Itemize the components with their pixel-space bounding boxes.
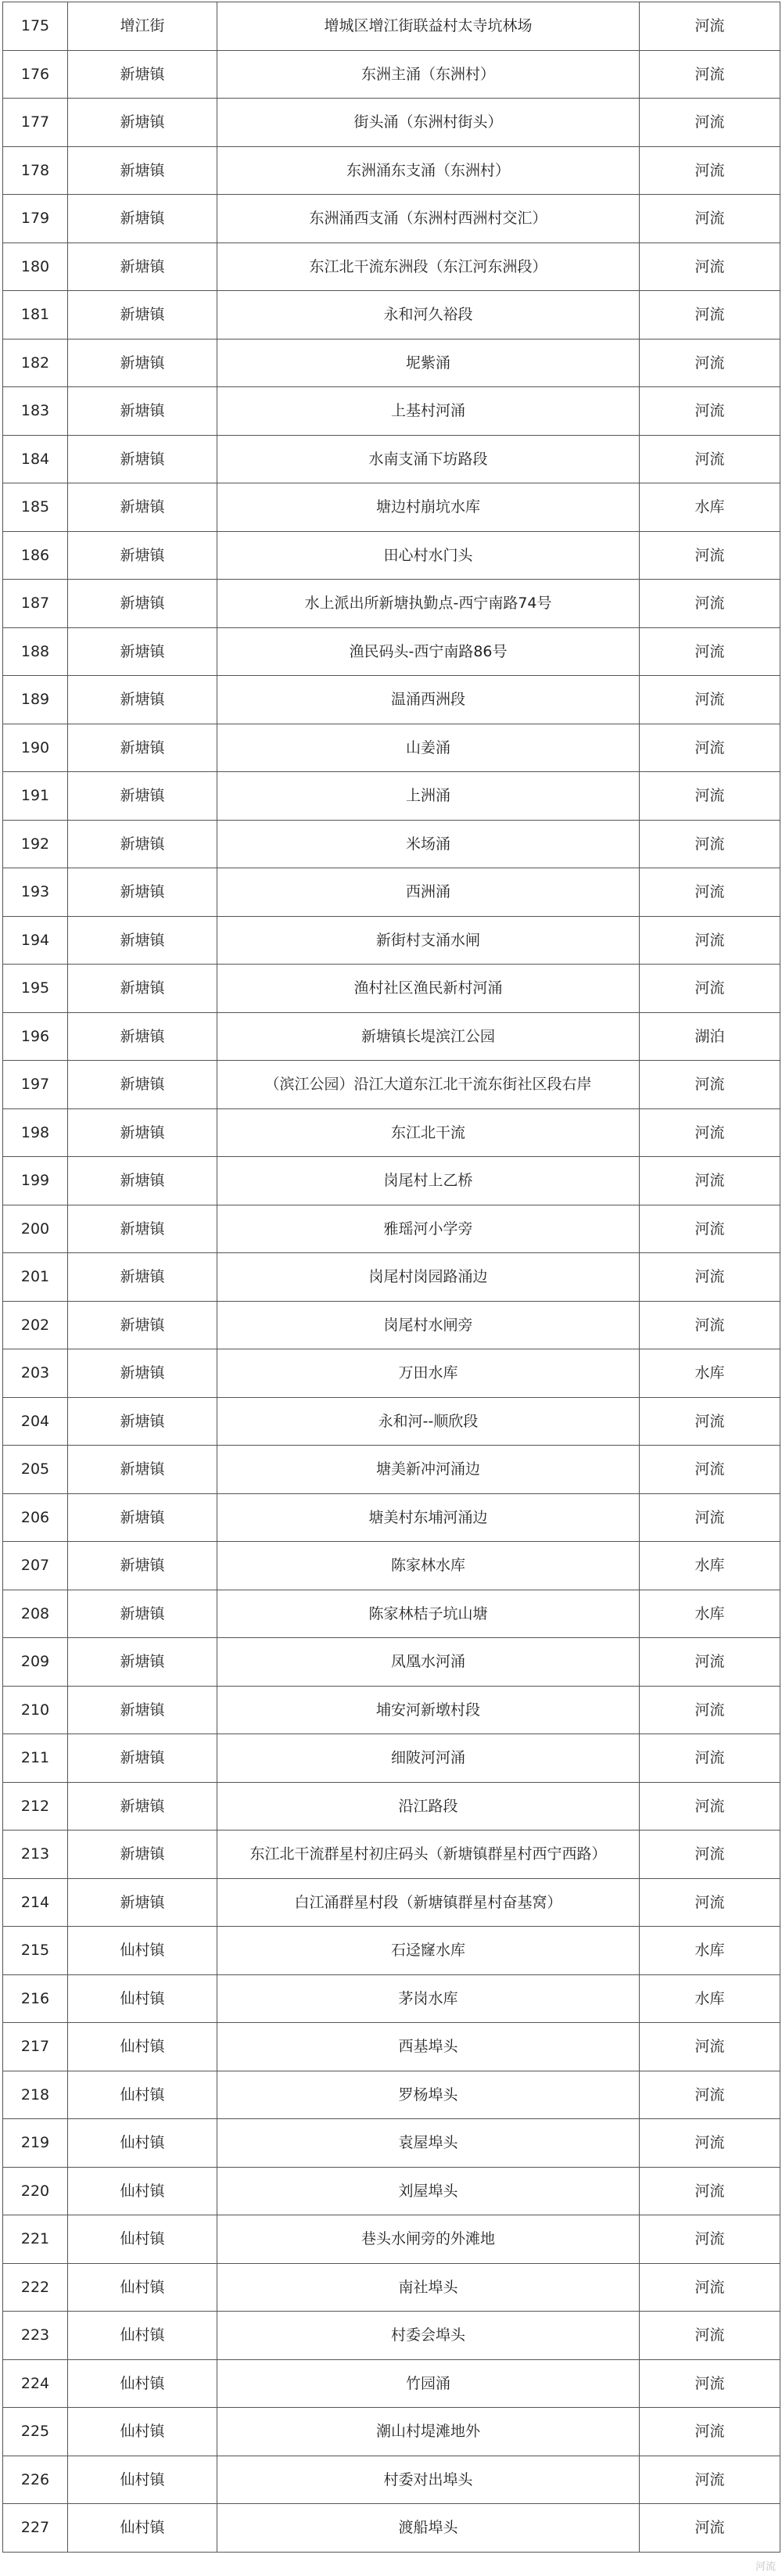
town-cell: 新塘镇 <box>68 1542 217 1590</box>
town-cell: 仙村镇 <box>68 2071 217 2119</box>
water-type-cell: 河流 <box>640 1446 780 1494</box>
town-cell: 新塘镇 <box>68 772 217 821</box>
town-cell: 新塘镇 <box>68 50 217 99</box>
location-cell: 渔村社区渔民新村河涌 <box>217 965 640 1013</box>
water-type-cell: 河流 <box>640 531 780 580</box>
location-cell: 陈家林水库 <box>217 1542 640 1590</box>
town-cell: 新塘镇 <box>68 531 217 580</box>
location-cell: 沿江路段 <box>217 1782 640 1831</box>
row-number-cell: 182 <box>3 339 68 387</box>
location-cell: 埔安河新墩村段 <box>217 1686 640 1734</box>
town-cell: 新塘镇 <box>68 1205 217 1253</box>
location-cell: 白江涌群星村段（新塘镇群星村奋基窝） <box>217 1878 640 1927</box>
table-row <box>3 243 780 291</box>
table-row <box>3 916 780 965</box>
location-cell: 陈家林桔子坑山塘 <box>217 1590 640 1638</box>
table-row <box>3 676 780 724</box>
table-row <box>3 1590 780 1638</box>
water-type-cell: 河流 <box>640 676 780 724</box>
town-cell: 仙村镇 <box>68 2504 217 2553</box>
water-type-cell: 河流 <box>640 146 780 195</box>
water-type-cell: 河流 <box>640 1831 780 1879</box>
table-row <box>3 2167 780 2215</box>
table-row <box>3 1301 780 1349</box>
table-row <box>3 1446 780 1494</box>
table-row <box>3 1397 780 1446</box>
table-row <box>3 1782 780 1831</box>
location-cell: 凤凰水河涌 <box>217 1638 640 1687</box>
water-type-cell: 河流 <box>640 1061 780 1109</box>
water-type-cell: 水库 <box>640 1542 780 1590</box>
table-row <box>3 627 780 676</box>
town-cell: 新塘镇 <box>68 1734 217 1783</box>
location-cell: 塘边村崩坑水库 <box>217 483 640 532</box>
row-number-cell: 178 <box>3 146 68 195</box>
water-type-cell: 河流 <box>640 2119 780 2168</box>
table-row <box>3 2023 780 2071</box>
town-cell: 新塘镇 <box>68 1493 217 1542</box>
table-row <box>3 1012 780 1061</box>
location-cell: 渡船埠头 <box>217 2504 640 2553</box>
row-number-cell: 185 <box>3 483 68 532</box>
row-number-cell: 196 <box>3 1012 68 1061</box>
location-cell: 东洲涌西支涌（东洲村西洲村交汇） <box>217 195 640 243</box>
row-number-cell: 224 <box>3 2359 68 2408</box>
town-cell: 新塘镇 <box>68 146 217 195</box>
water-type-cell: 湖泊 <box>640 1012 780 1061</box>
town-cell: 新塘镇 <box>68 1157 217 1205</box>
waters-table <box>2 2 780 2553</box>
water-type-cell: 水库 <box>640 1349 780 1398</box>
water-type-cell: 河流 <box>640 1205 780 1253</box>
table-row <box>3 1253 780 1302</box>
row-number-cell: 195 <box>3 965 68 1013</box>
row-number-cell: 208 <box>3 1590 68 1638</box>
water-type-cell: 水库 <box>640 1974 780 2023</box>
location-cell: 潮山村堤滩地外 <box>217 2408 640 2456</box>
water-type-cell: 河流 <box>640 1686 780 1734</box>
table-row <box>3 1349 780 1398</box>
town-cell: 新塘镇 <box>68 1831 217 1879</box>
row-number-cell: 202 <box>3 1301 68 1349</box>
water-type-cell: 河流 <box>640 1878 780 1927</box>
water-type-cell: 河流 <box>640 195 780 243</box>
row-number-cell: 203 <box>3 1349 68 1398</box>
location-cell: 东江北干流 <box>217 1108 640 1157</box>
table-row <box>3 580 780 628</box>
table-row <box>3 146 780 195</box>
table-row <box>3 1831 780 1879</box>
water-type-cell: 河流 <box>640 2167 780 2215</box>
town-cell: 仙村镇 <box>68 2119 217 2168</box>
water-type-cell: 河流 <box>640 580 780 628</box>
town-cell: 仙村镇 <box>68 2312 217 2360</box>
row-number-cell: 189 <box>3 676 68 724</box>
town-cell: 仙村镇 <box>68 1974 217 2023</box>
table-row <box>3 2359 780 2408</box>
location-cell: 南社埠头 <box>217 2263 640 2312</box>
location-cell: 田心村水门头 <box>217 531 640 580</box>
town-cell: 仙村镇 <box>68 2215 217 2264</box>
town-cell: 新塘镇 <box>68 99 217 147</box>
location-cell: 村委对出埠头 <box>217 2456 640 2504</box>
water-type-cell: 河流 <box>640 1493 780 1542</box>
water-type-cell: 河流 <box>640 2263 780 2312</box>
table-row <box>3 2504 780 2553</box>
water-type-cell: 河流 <box>640 2359 780 2408</box>
row-number-cell: 212 <box>3 1782 68 1831</box>
town-cell: 新塘镇 <box>68 580 217 628</box>
town-cell: 新塘镇 <box>68 243 217 291</box>
town-cell: 新塘镇 <box>68 676 217 724</box>
row-number-cell: 209 <box>3 1638 68 1687</box>
location-cell: 永和河久裕段 <box>217 291 640 340</box>
table-row <box>3 531 780 580</box>
row-number-cell: 223 <box>3 2312 68 2360</box>
water-type-cell: 河流 <box>640 627 780 676</box>
row-number-cell: 217 <box>3 2023 68 2071</box>
location-cell: 袁屋埠头 <box>217 2119 640 2168</box>
table-row <box>3 387 780 436</box>
town-cell: 新塘镇 <box>68 339 217 387</box>
table-row <box>3 1157 780 1205</box>
table-row <box>3 291 780 340</box>
location-cell: 水上派出所新塘执勤点-西宁南路74号 <box>217 580 640 628</box>
town-cell: 新塘镇 <box>68 1349 217 1398</box>
town-cell: 新塘镇 <box>68 724 217 772</box>
table-row <box>3 2408 780 2456</box>
table-row <box>3 2456 780 2504</box>
location-cell: 雅瑶河小学旁 <box>217 1205 640 1253</box>
location-cell: 茅岗水库 <box>217 1974 640 2023</box>
location-cell: 东江北干流群星村初庄码头（新塘镇群星村西宁西路） <box>217 1831 640 1879</box>
water-type-cell: 河流 <box>640 820 780 868</box>
water-type-cell: 河流 <box>640 1638 780 1687</box>
location-cell: 西洲涌 <box>217 868 640 917</box>
location-cell: 新塘镇长堤滨江公园 <box>217 1012 640 1061</box>
watermark: 河流 <box>755 2561 776 2573</box>
table-row <box>3 1638 780 1687</box>
table-row <box>3 1108 780 1157</box>
row-number-cell: 184 <box>3 435 68 483</box>
town-cell: 仙村镇 <box>68 2359 217 2408</box>
row-number-cell: 194 <box>3 916 68 965</box>
row-number-cell: 191 <box>3 772 68 821</box>
water-type-cell: 水库 <box>640 483 780 532</box>
water-type-cell: 河流 <box>640 2071 780 2119</box>
table-row <box>3 2215 780 2264</box>
town-cell: 新塘镇 <box>68 1590 217 1638</box>
water-type-cell: 河流 <box>640 868 780 917</box>
water-type-cell: 河流 <box>640 1253 780 1302</box>
row-number-cell: 198 <box>3 1108 68 1157</box>
water-type-cell: 河流 <box>640 724 780 772</box>
row-number-cell: 180 <box>3 243 68 291</box>
water-type-cell: 河流 <box>640 916 780 965</box>
table-row <box>3 1878 780 1927</box>
row-number-cell: 192 <box>3 820 68 868</box>
row-number-cell: 183 <box>3 387 68 436</box>
location-cell: 水南支涌下坊路段 <box>217 435 640 483</box>
row-number-cell: 200 <box>3 1205 68 1253</box>
table-row <box>3 1686 780 1734</box>
water-type-cell: 水库 <box>640 1927 780 1975</box>
town-cell: 新塘镇 <box>68 1061 217 1109</box>
row-number-cell: 220 <box>3 2167 68 2215</box>
town-cell: 新塘镇 <box>68 1686 217 1734</box>
location-cell: 岗尾村水闸旁 <box>217 1301 640 1349</box>
location-cell: 竹园涌 <box>217 2359 640 2408</box>
table-row <box>3 2312 780 2360</box>
table-row <box>3 2 780 51</box>
row-number-cell: 187 <box>3 580 68 628</box>
table-row <box>3 1061 780 1109</box>
location-cell: 巷头水闸旁的外滩地 <box>217 2215 640 2264</box>
row-number-cell: 204 <box>3 1397 68 1446</box>
location-cell: 村委会埠头 <box>217 2312 640 2360</box>
row-number-cell: 222 <box>3 2263 68 2312</box>
town-cell: 新塘镇 <box>68 868 217 917</box>
town-cell: 新塘镇 <box>68 1782 217 1831</box>
location-cell: 渔民码头-西宁南路86号 <box>217 627 640 676</box>
table-row <box>3 339 780 387</box>
row-number-cell: 213 <box>3 1831 68 1879</box>
water-type-cell: 河流 <box>640 339 780 387</box>
location-cell: 山姜涌 <box>217 724 640 772</box>
row-number-cell: 216 <box>3 1974 68 2023</box>
location-cell: 温涌西洲段 <box>217 676 640 724</box>
town-cell: 新塘镇 <box>68 820 217 868</box>
location-cell: 塘美新冲河涌边 <box>217 1446 640 1494</box>
water-type-cell: 水库 <box>640 1590 780 1638</box>
town-cell: 新塘镇 <box>68 483 217 532</box>
table-row <box>3 1205 780 1253</box>
location-cell: 塘美村东埔河涌边 <box>217 1493 640 1542</box>
table-body <box>3 2 780 2553</box>
town-cell: 新塘镇 <box>68 1446 217 1494</box>
location-cell: 上洲涌 <box>217 772 640 821</box>
table-row <box>3 1974 780 2023</box>
row-number-cell: 199 <box>3 1157 68 1205</box>
water-type-cell: 河流 <box>640 291 780 340</box>
town-cell: 新塘镇 <box>68 1012 217 1061</box>
row-number-cell: 219 <box>3 2119 68 2168</box>
row-number-cell: 218 <box>3 2071 68 2119</box>
table-row <box>3 820 780 868</box>
water-type-cell: 河流 <box>640 1301 780 1349</box>
location-cell: 西基埠头 <box>217 2023 640 2071</box>
table-row <box>3 50 780 99</box>
location-cell: 万田水库 <box>217 1349 640 1398</box>
town-cell: 新塘镇 <box>68 195 217 243</box>
town-cell: 新塘镇 <box>68 1108 217 1157</box>
location-cell: 坭紫涌 <box>217 339 640 387</box>
table-row <box>3 483 780 532</box>
table-row <box>3 868 780 917</box>
location-cell: 增城区增江街联益村太寺坑林场 <box>217 2 640 51</box>
water-type-cell: 河流 <box>640 772 780 821</box>
town-cell: 新塘镇 <box>68 1397 217 1446</box>
location-cell: 东江北干流东洲段（东江河东洲段） <box>217 243 640 291</box>
location-cell: 东洲主涌（东洲村） <box>217 50 640 99</box>
table-row <box>3 724 780 772</box>
row-number-cell: 207 <box>3 1542 68 1590</box>
row-number-cell: 225 <box>3 2408 68 2456</box>
water-type-cell: 河流 <box>640 387 780 436</box>
table-row <box>3 435 780 483</box>
table-row <box>3 195 780 243</box>
table-row <box>3 2119 780 2168</box>
row-number-cell: 193 <box>3 868 68 917</box>
water-type-cell: 河流 <box>640 1734 780 1783</box>
water-type-cell: 河流 <box>640 2504 780 2553</box>
water-type-cell: 河流 <box>640 99 780 147</box>
town-cell: 新塘镇 <box>68 1638 217 1687</box>
row-number-cell: 226 <box>3 2456 68 2504</box>
row-number-cell: 221 <box>3 2215 68 2264</box>
water-type-cell: 河流 <box>640 1397 780 1446</box>
row-number-cell: 201 <box>3 1253 68 1302</box>
water-type-cell: 河流 <box>640 965 780 1013</box>
table-row <box>3 1927 780 1975</box>
row-number-cell: 181 <box>3 291 68 340</box>
row-number-cell: 176 <box>3 50 68 99</box>
row-number-cell: 179 <box>3 195 68 243</box>
location-cell: 罗杨埠头 <box>217 2071 640 2119</box>
table-row <box>3 772 780 821</box>
location-cell: 永和河--顺欣段 <box>217 1397 640 1446</box>
water-type-cell: 河流 <box>640 2312 780 2360</box>
water-type-cell: 河流 <box>640 1157 780 1205</box>
table-row <box>3 965 780 1013</box>
town-cell: 新塘镇 <box>68 435 217 483</box>
town-cell: 仙村镇 <box>68 2263 217 2312</box>
table-row <box>3 2071 780 2119</box>
town-cell: 新塘镇 <box>68 291 217 340</box>
table-row <box>3 2263 780 2312</box>
location-cell: 新街村支涌水闸 <box>217 916 640 965</box>
water-type-cell: 河流 <box>640 1782 780 1831</box>
town-cell: 新塘镇 <box>68 627 217 676</box>
table-row <box>3 99 780 147</box>
water-type-cell: 河流 <box>640 2456 780 2504</box>
table-row <box>3 1542 780 1590</box>
row-number-cell: 177 <box>3 99 68 147</box>
row-number-cell: 206 <box>3 1493 68 1542</box>
location-cell: 东洲涌东支涌（东洲村） <box>217 146 640 195</box>
water-type-cell: 河流 <box>640 243 780 291</box>
location-cell: 米场涌 <box>217 820 640 868</box>
town-cell: 仙村镇 <box>68 2456 217 2504</box>
water-type-cell: 河流 <box>640 2215 780 2264</box>
town-cell: 新塘镇 <box>68 1301 217 1349</box>
town-cell: 新塘镇 <box>68 965 217 1013</box>
location-cell: 街头涌（东洲村街头） <box>217 99 640 147</box>
row-number-cell: 214 <box>3 1878 68 1927</box>
town-cell: 仙村镇 <box>68 2167 217 2215</box>
town-cell: 新塘镇 <box>68 1253 217 1302</box>
location-cell: 细陂河河涌 <box>217 1734 640 1783</box>
town-cell: 仙村镇 <box>68 2408 217 2456</box>
row-number-cell: 175 <box>3 2 68 51</box>
location-cell: 岗尾村上乙桥 <box>217 1157 640 1205</box>
town-cell: 仙村镇 <box>68 1927 217 1975</box>
row-number-cell: 197 <box>3 1061 68 1109</box>
row-number-cell: 215 <box>3 1927 68 1975</box>
town-cell: 增江街 <box>68 2 217 51</box>
water-type-cell: 河流 <box>640 435 780 483</box>
location-cell: 上基村河涌 <box>217 387 640 436</box>
water-type-cell: 河流 <box>640 50 780 99</box>
row-number-cell: 227 <box>3 2504 68 2553</box>
location-cell: （滨江公园）沿江大道东江北干流东街社区段右岸 <box>217 1061 640 1109</box>
location-cell: 岗尾村岗园路涌边 <box>217 1253 640 1302</box>
water-type-cell: 河流 <box>640 2 780 51</box>
water-type-cell: 河流 <box>640 2023 780 2071</box>
water-type-cell: 河流 <box>640 1108 780 1157</box>
town-cell: 新塘镇 <box>68 916 217 965</box>
water-type-cell: 河流 <box>640 2408 780 2456</box>
town-cell: 仙村镇 <box>68 2023 217 2071</box>
town-cell: 新塘镇 <box>68 387 217 436</box>
row-number-cell: 205 <box>3 1446 68 1494</box>
row-number-cell: 210 <box>3 1686 68 1734</box>
table-row <box>3 1493 780 1542</box>
row-number-cell: 188 <box>3 627 68 676</box>
row-number-cell: 186 <box>3 531 68 580</box>
table-row <box>3 1734 780 1783</box>
row-number-cell: 190 <box>3 724 68 772</box>
location-cell: 刘屋埠头 <box>217 2167 640 2215</box>
town-cell: 新塘镇 <box>68 1878 217 1927</box>
row-number-cell: 211 <box>3 1734 68 1783</box>
location-cell: 石迳窿水库 <box>217 1927 640 1975</box>
